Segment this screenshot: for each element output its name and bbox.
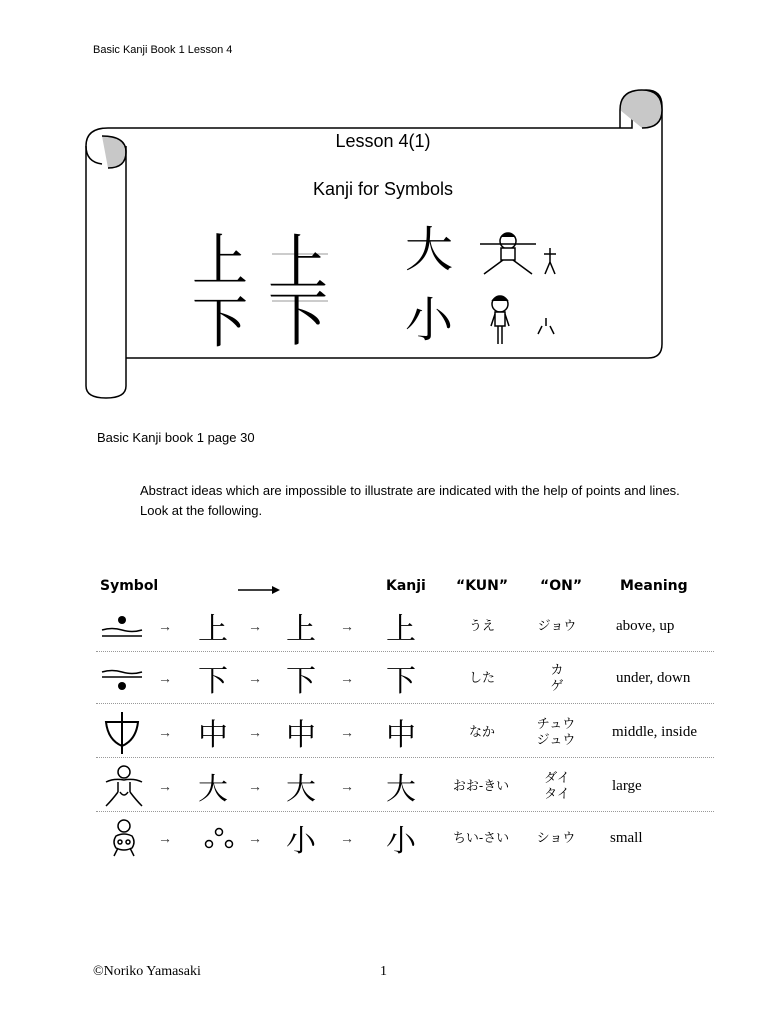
arrow-icon: →	[158, 724, 172, 740]
footer-author: ©Noriko Yamasaki	[93, 964, 201, 979]
page-number: 1	[380, 964, 387, 979]
kun-reading: した	[468, 670, 495, 685]
small-stick-figure	[538, 318, 554, 334]
kanji-stage-3: 下	[286, 664, 316, 699]
arrow-icon: →	[248, 670, 262, 686]
table-row	[96, 652, 714, 704]
large-person-figure	[480, 233, 536, 274]
kanji-stage-2: 下	[198, 664, 228, 699]
header-meaning: Meaning	[620, 578, 688, 594]
table-row	[96, 706, 714, 758]
header-arrow-icon	[236, 584, 286, 596]
small-person-figure	[491, 296, 509, 344]
table-row	[96, 600, 714, 652]
header-on: “ON”	[540, 578, 583, 594]
on-reading: カ ゲ	[550, 662, 564, 693]
arrow-icon: →	[158, 778, 172, 794]
kanji-above: 上	[192, 229, 248, 294]
kanji-small: 小	[405, 292, 454, 348]
on-reading: チュウ ジュウ	[536, 716, 576, 747]
person-arms-out-icon	[102, 760, 146, 812]
meaning-text: middle, inside	[612, 723, 697, 740]
meaning-text: above, up	[616, 617, 675, 634]
meaning-text: large	[612, 777, 642, 794]
dot-above-line-icon	[100, 600, 144, 652]
kanji-final: 下	[386, 664, 416, 699]
kanji-stage-3: 大	[286, 772, 316, 807]
arrow-icon: →	[340, 830, 354, 846]
header-kun: “KUN”	[456, 578, 509, 594]
page-header: Basic Kanji Book 1 Lesson 4	[93, 44, 233, 56]
spinning-top-icon	[102, 706, 142, 758]
arrow-icon: →	[248, 830, 262, 846]
arrow-icon: →	[158, 618, 172, 634]
kanji-final: 中	[386, 718, 416, 753]
kanji-stage-3: 中	[286, 718, 316, 753]
header-symbol: Symbol	[100, 578, 159, 594]
meaning-text: small	[610, 829, 643, 846]
lesson-title: Lesson 4(1)	[335, 131, 431, 151]
lesson-subtitle: Kanji for Symbols	[312, 179, 454, 199]
arrow-icon: →	[248, 618, 262, 634]
kanji-stage-2: 大	[198, 772, 228, 807]
small-person-icon	[106, 812, 146, 864]
kun-reading: おお-きい	[452, 778, 510, 793]
on-reading: ダイ タイ	[544, 770, 570, 801]
kanji-final: 上	[386, 612, 416, 647]
on-reading: ショウ	[536, 830, 576, 845]
meaning-text: under, down	[616, 669, 691, 686]
kanji-stage-3: 小	[286, 824, 316, 859]
kanji-stage-2: 上	[198, 612, 228, 647]
table-row	[96, 812, 714, 864]
kun-reading: なか	[468, 724, 495, 739]
header-kanji: Kanji	[386, 578, 426, 594]
kanji-large: 大	[405, 222, 454, 278]
arrow-icon: →	[248, 724, 262, 740]
three-dots-icon	[202, 812, 236, 864]
arrow-icon: →	[340, 618, 354, 634]
arrow-icon: →	[248, 778, 262, 794]
kanji-final: 大	[386, 772, 416, 807]
kanji-above-stylized: 上	[268, 229, 328, 299]
kun-reading: ちい-さい	[452, 830, 510, 845]
arrow-icon: →	[340, 778, 354, 794]
book-reference: Basic Kanji book 1 page 30	[97, 430, 255, 445]
kun-reading: うえ	[468, 618, 495, 633]
arrow-icon: →	[340, 670, 354, 686]
kanji-stage-2: 中	[198, 718, 228, 753]
dot-below-line-icon	[100, 652, 144, 704]
arrow-icon: →	[158, 670, 172, 686]
kanji-final: 小	[386, 824, 416, 859]
arrow-icon: →	[340, 724, 354, 740]
on-reading: ジョウ	[537, 618, 577, 633]
arrow-icon: →	[158, 830, 172, 846]
kanji-below: 下	[192, 291, 248, 356]
intro-paragraph: Abstract ideas which are impossible to illustrate are indicated with the help of points and lines. Look at the following.	[140, 483, 680, 518]
large-stick-figure	[544, 248, 556, 274]
kanji-stage-3: 上	[286, 612, 316, 647]
table-row	[96, 760, 714, 812]
kanji-below-stylized: 下	[268, 285, 328, 355]
